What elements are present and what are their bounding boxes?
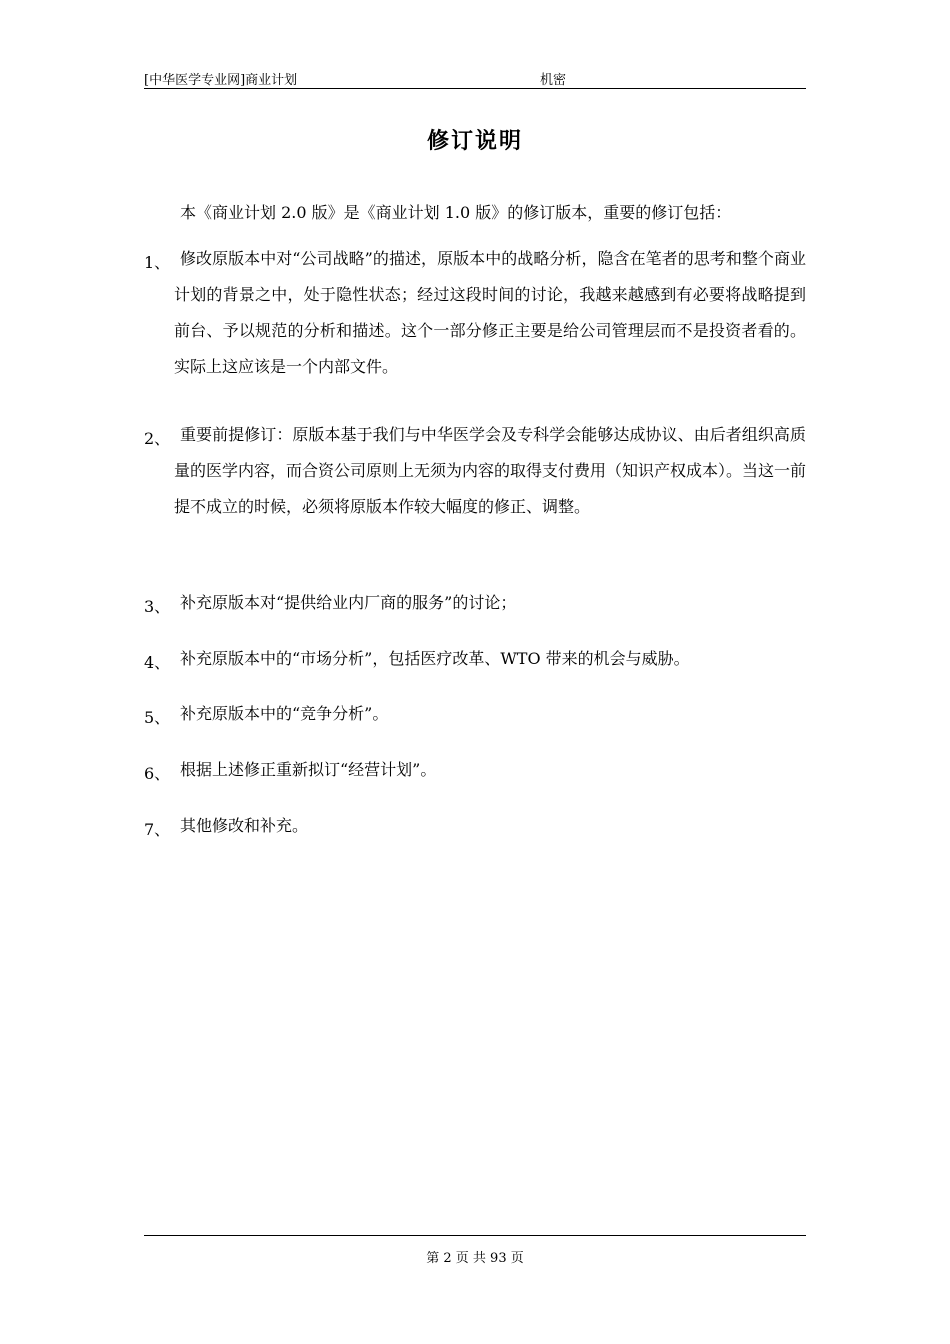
revision-item-number: 3、 [144, 597, 171, 616]
revision-item-number: 2、 [144, 429, 171, 448]
page-title: 修订说明 [426, 128, 523, 154]
revision-item-text: 重要前提修订：原版本基于我们与中华医学会及专科学会能够达成协议、由后者组织高质量的医学内容，而合资公司原则上无须为内容的取得支付费用（知识产权成本）。当这一前提不成立的时候，必须将原版本作较大幅度的修正、调整。 [174, 425, 807, 516]
revision-item-text: 修改原版本中对“公司战略”的描述，原版本中的战略分析，隐含在笔者的思考和整个商业计划的背景之中，处于隐性状态；经过这段时间的讨论，我越来越感到有必要将战略提到前台、予以规范的分析和描述。这个一部分修正主要是给公司管理层而不是投资者看的。实际上这应该是一个内部文件。 [174, 249, 806, 376]
revision-item-number: 7、 [144, 820, 171, 839]
revision-item-number: 4、 [144, 653, 171, 672]
intro-paragraph: 本《商业计划 2.0 版》是《商业计划 1.0 版》的修订版本，重要的修订包括： [180, 203, 732, 222]
footer-divider [144, 1235, 806, 1236]
header-confidential-label: 机密 [540, 73, 567, 88]
revision-item-text: 根据上述修正重新拟订“经营计划”。 [180, 760, 437, 779]
revision-item-number: 1、 [144, 253, 171, 272]
revision-item-number: 6、 [144, 764, 171, 783]
revision-item-text: 补充原版本中的“市场分析”，包括医疗改革、WTO 带来的机会与威胁。 [180, 649, 690, 668]
revision-item-number: 5、 [144, 708, 171, 727]
page-number: 第 2 页 共 93 页 [426, 1251, 524, 1266]
revision-item-text: 其他修改和补充。 [180, 816, 309, 835]
header-document-name: [中华医学专业网]商业计划 [144, 73, 298, 88]
revision-item-text: 补充原版本对“提供给业内厂商的服务”的讨论； [180, 593, 517, 612]
revision-item-text: 补充原版本中的“竞争分析”。 [180, 704, 389, 723]
header-divider [144, 88, 806, 89]
